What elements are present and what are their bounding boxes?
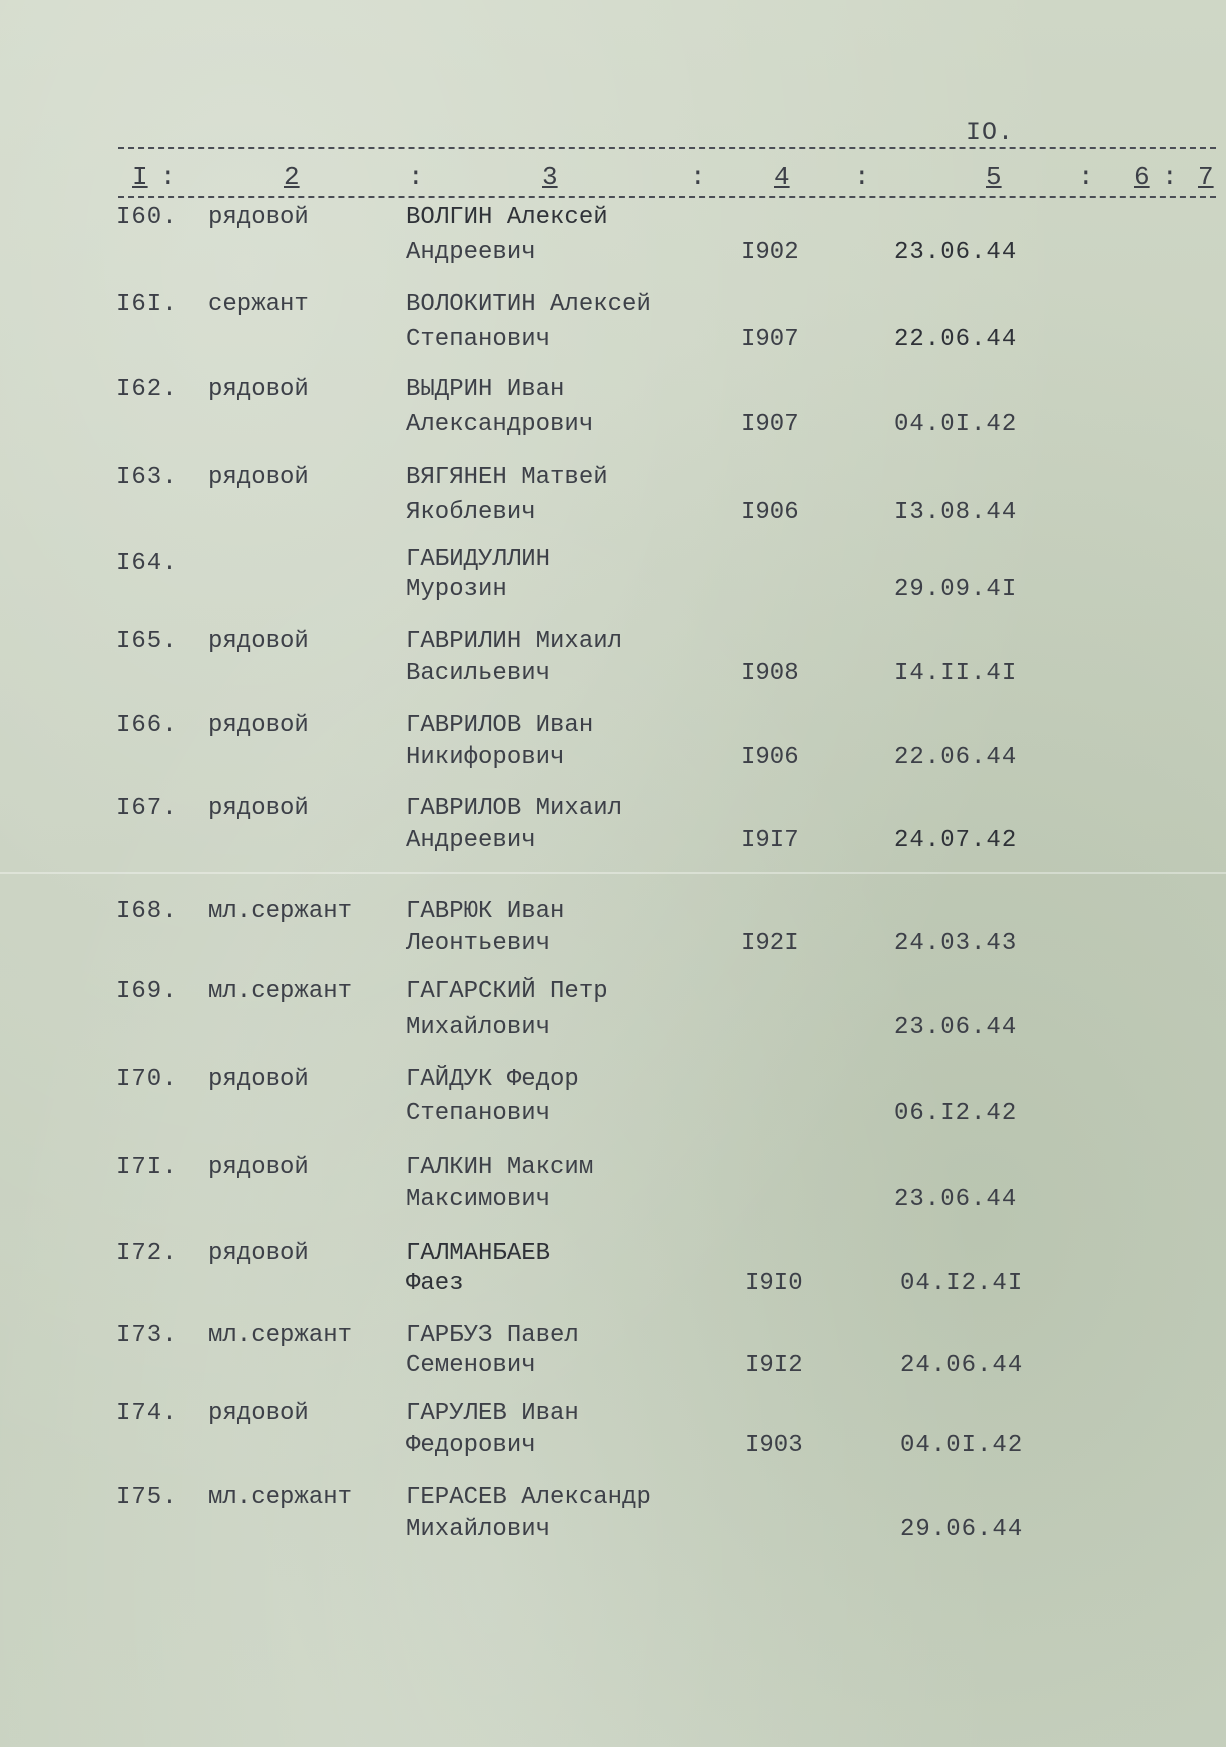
surname-first-name: ГАГАРСКИЙ Петр [406,978,608,1005]
patronymic: Степанович [406,326,551,353]
entry-number: I69. [116,978,178,1005]
date: 24.03.43 [894,930,1018,957]
surname-first-name: ВОЛГИН Алексей [406,204,608,231]
birth-year: I9I7 [741,827,799,854]
birth-year: I907 [741,326,799,353]
surname-first-name: ГАВРИЛОВ Михаил [406,795,623,822]
surname-first-name: ГАБИДУЛЛИН [406,546,551,573]
patronymic: Якоблевич [406,499,536,526]
military-rank: мл.сержант [208,1484,353,1511]
date: 22.06.44 [894,326,1018,353]
patronymic: Никифорович [406,744,565,771]
column-header-5: 5 [986,162,1002,192]
date: 24.06.44 [900,1352,1024,1379]
date: 04.I2.4I [900,1270,1024,1297]
surname-first-name: ГАЛМАНБАЕВ [406,1240,551,1267]
surname-first-name: ГАВРЮК Иван [406,898,565,925]
patronymic: Фаез [406,1270,464,1297]
column-separator: : [690,162,706,192]
entry-number: I62. [116,376,178,403]
military-rank: мл.сержант [208,898,353,925]
date: 23.06.44 [894,239,1018,266]
entry-number: I67. [116,795,178,822]
patronymic: Михайлович [406,1516,551,1543]
header-top-rule [118,147,1216,149]
page-fold-crease [0,872,1226,874]
birth-year: I906 [741,499,799,526]
entry-number: I73. [116,1322,178,1349]
entry-number: I68. [116,898,178,925]
surname-first-name: ВЯГЯНЕН Матвей [406,464,608,491]
patronymic: Семенович [406,1352,536,1379]
military-rank: рядовой [208,628,309,655]
date: 29.09.4I [894,576,1018,603]
date: 22.06.44 [894,744,1018,771]
birth-year: I902 [741,239,799,266]
surname-first-name: ГАЛКИН Максим [406,1154,594,1181]
column-separator: : [1162,162,1178,192]
surname-first-name: ГАВРИЛИН Михаил [406,628,623,655]
entry-number: I75. [116,1484,178,1511]
military-rank: рядовой [208,1240,309,1267]
column-header-7: 7 [1198,162,1214,192]
military-rank: мл.сержант [208,1322,353,1349]
military-rank: рядовой [208,1154,309,1181]
surname-first-name: ВОЛОКИТИН Алексей [406,291,651,318]
column-separator: : [1078,162,1094,192]
birth-year: I9I0 [745,1270,803,1297]
entry-number: I65. [116,628,178,655]
date: 24.07.42 [894,827,1018,854]
patronymic: Александрович [406,411,594,438]
patronymic: Максимович [406,1186,551,1213]
entry-number: I66. [116,712,178,739]
patronymic: Мурозин [406,576,507,603]
date: 23.06.44 [894,1014,1018,1041]
military-rank: рядовой [208,712,309,739]
column-separator: : [160,162,176,192]
patronymic: Федорович [406,1432,536,1459]
column-header-2: 2 [284,162,300,192]
date: I3.08.44 [894,499,1018,526]
date: 04.0I.42 [894,411,1018,438]
surname-first-name: ГАРУЛЕВ Иван [406,1400,579,1427]
birth-year: I908 [741,660,799,687]
entry-number: I74. [116,1400,178,1427]
entry-number: I64. [116,550,178,577]
entry-number: I60. [116,204,178,231]
birth-year: I903 [745,1432,803,1459]
military-rank: рядовой [208,204,309,231]
surname-first-name: ГАЙДУК Федор [406,1066,579,1093]
patronymic: Михайлович [406,1014,551,1041]
column-header-1: I [132,162,148,192]
column-separator: : [854,162,870,192]
birth-year: I9I2 [745,1352,803,1379]
date: 23.06.44 [894,1186,1018,1213]
column-header-4: 4 [774,162,790,192]
military-rank: рядовой [208,376,309,403]
surname-first-name: ГАВРИЛОВ Иван [406,712,594,739]
date: 04.0I.42 [900,1432,1024,1459]
military-rank: рядовой [208,464,309,491]
entry-number: I72. [116,1240,178,1267]
column-header-row [118,160,1216,198]
birth-year: I92I [741,930,799,957]
date: 06.I2.42 [894,1100,1018,1127]
column-header-6: 6 [1134,162,1150,192]
patronymic: Леонтьевич [406,930,551,957]
entry-number: I6I. [116,291,178,318]
entry-number: I63. [116,464,178,491]
page-number: IO. [966,118,1015,147]
patronymic: Андреевич [406,239,536,266]
date: I4.II.4I [894,660,1018,687]
military-rank: сержант [208,291,309,318]
surname-first-name: ГЕРАСЕВ Александр [406,1484,651,1511]
entry-number: I70. [116,1066,178,1093]
birth-year: I907 [741,411,799,438]
birth-year: I906 [741,744,799,771]
column-header-3: 3 [542,162,558,192]
patronymic: Степанович [406,1100,551,1127]
surname-first-name: ВЫДРИН Иван [406,376,565,403]
military-rank: рядовой [208,1400,309,1427]
military-rank: рядовой [208,795,309,822]
date: 29.06.44 [900,1516,1024,1543]
column-separator: : [408,162,424,192]
military-rank: рядовой [208,1066,309,1093]
military-rank: мл.сержант [208,978,353,1005]
entry-number: I7I. [116,1154,178,1181]
patronymic: Андреевич [406,827,536,854]
surname-first-name: ГАРБУЗ Павел [406,1322,579,1349]
patronymic: Васильевич [406,660,551,687]
